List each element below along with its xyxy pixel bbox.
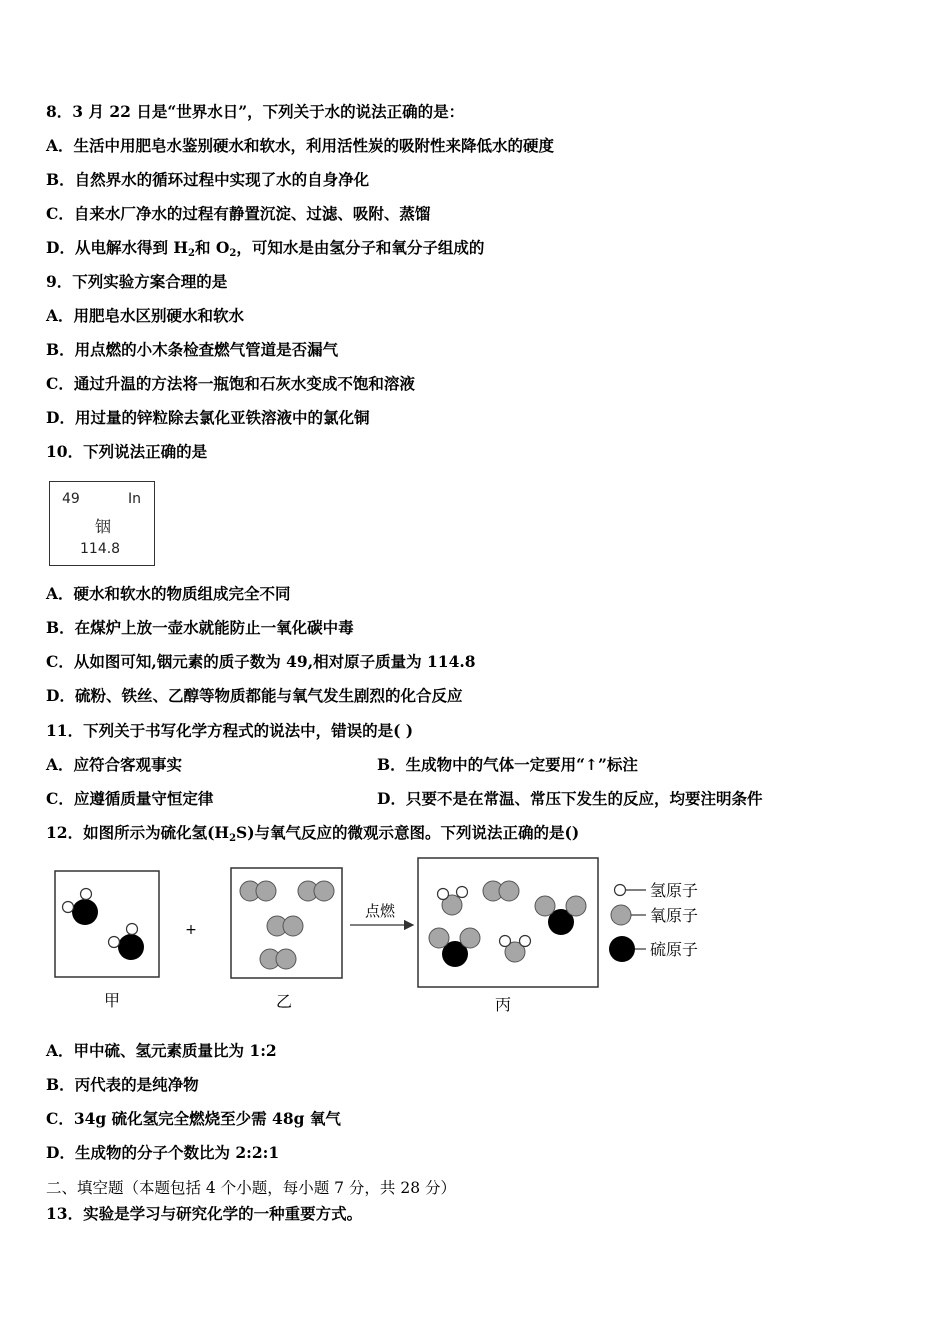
q9-option-d: D．用过量的锌粒除去氯化亚铁溶液中的氯化铜 (46, 408, 370, 427)
h2o-molecule (500, 936, 531, 963)
legend-s-label: 硫原子 (650, 940, 699, 959)
legend (609, 881, 698, 962)
legend-o-label: 氧原子 (650, 906, 699, 925)
h2s-molecule (109, 924, 145, 961)
q10-option-a: A．硬水和软水的物质组成完全不同 (46, 584, 291, 603)
h2s-molecule (63, 889, 99, 926)
legend-h-label: 氢原子 (650, 881, 699, 900)
reaction-arrow (350, 902, 413, 925)
q10-option-b: B．在煤炉上放一壶水就能防止一氧化碳中毒 (46, 618, 354, 637)
box-jia (55, 871, 159, 977)
q9-option-a: A．用肥皂水区别硬水和软水 (46, 306, 245, 325)
element-card-indium (49, 481, 155, 566)
legend-hydrogen (615, 881, 699, 900)
element-symbol: In (127, 491, 141, 507)
so2-molecule (429, 928, 480, 967)
q12-option-d: D．生成物的分子个数比为 2:2:1 (46, 1143, 280, 1162)
section-heading: 二、填空题（本题包括 4 个小题，每小题 7 分，共 28 分） (46, 1179, 457, 1197)
o2-molecule (483, 881, 519, 901)
q8-option-a: A．生活中用肥皂水鉴别硬水和软水，利用活性炭的吸附性来降低水的硬度 (46, 136, 555, 155)
q9-option-b: B．用点燃的小木条检查燃气管道是否漏气 (46, 340, 339, 359)
q10-stem: 10．下列说法正确的是 (46, 442, 208, 461)
plus-sign: + (185, 922, 197, 938)
q8-stem: 8．3 月 22 日是“世界水日”，下列关于水的说法正确的是： (46, 102, 465, 121)
so2-molecule (535, 896, 586, 935)
o2-molecule (267, 916, 303, 936)
q11-option-a: A．应符合客观事实 (46, 755, 183, 774)
q11-option-b: B．生成物中的气体一定要用“↑”标注 (377, 755, 638, 774)
q12-option-b: B．丙代表的是纯净物 (46, 1075, 199, 1094)
atomic-mass: 114.8 (80, 541, 121, 557)
label-jia: 甲 (103, 991, 121, 1010)
q12-option-c: C．34g 硫化氢完全燃烧至少需 48g 氧气 (46, 1109, 341, 1128)
q10-option-c: C．从如图可知,铟元素的质子数为 49,相对原子质量为 114.8 (46, 652, 476, 671)
q8-option-b: B．自然界水的循环过程中实现了水的自身净化 (46, 170, 370, 189)
q11-stem: 11．下列关于书写化学方程式的说法中，错误的是( ) (46, 721, 414, 740)
q10-option-d: D．硫粉、铁丝、乙醇等物质都能与氧气发生剧烈的化合反应 (46, 686, 463, 705)
q11-option-d: D．只要不是在常温、常压下发生的反应，均要注明条件 (377, 789, 763, 808)
q8-option-d: D．从电解水得到 $H_2$和 $O_2$，可知水是由氢分子和氧分子组成的 (46, 238, 485, 259)
q8-option-c: C．自来水厂净水的过程有静置沉淀、过滤、吸附、蒸馏 (46, 204, 431, 223)
q12-stem: 12．如图所示为硫化氢$(H_2S)$与氧气反应的微观示意图。下列说法正确的是() (46, 823, 580, 844)
q13-stem: 13．实验是学习与研究化学的一种重要方式。 (46, 1204, 363, 1223)
o2-molecule (298, 881, 334, 901)
q9-option-c: C．通过升温的方法将一瓶饱和石灰水变成不饱和溶液 (46, 374, 415, 393)
q12-option-a: A．甲中硫、氢元素质量比为 1:2 (46, 1041, 277, 1060)
reaction-micro-diagram (0, 850, 950, 1020)
legend-sulfur (609, 936, 698, 962)
atomic-number: 49 (62, 491, 80, 507)
o2-molecule (240, 881, 276, 901)
box-yi (231, 868, 342, 978)
element-name: 铟 (95, 517, 112, 536)
h2o-molecule (438, 887, 468, 916)
q11-option-c: C．应遵循质量守恒定律 (46, 789, 214, 808)
arrow-label: 点燃 (364, 902, 396, 920)
label-bing: 丙 (494, 995, 512, 1014)
legend-oxygen (611, 905, 698, 925)
o2-molecule (260, 949, 296, 969)
q9-stem: 9．下列实验方案合理的是 (46, 272, 228, 291)
box-bing (418, 858, 598, 987)
label-yi: 乙 (275, 992, 293, 1011)
